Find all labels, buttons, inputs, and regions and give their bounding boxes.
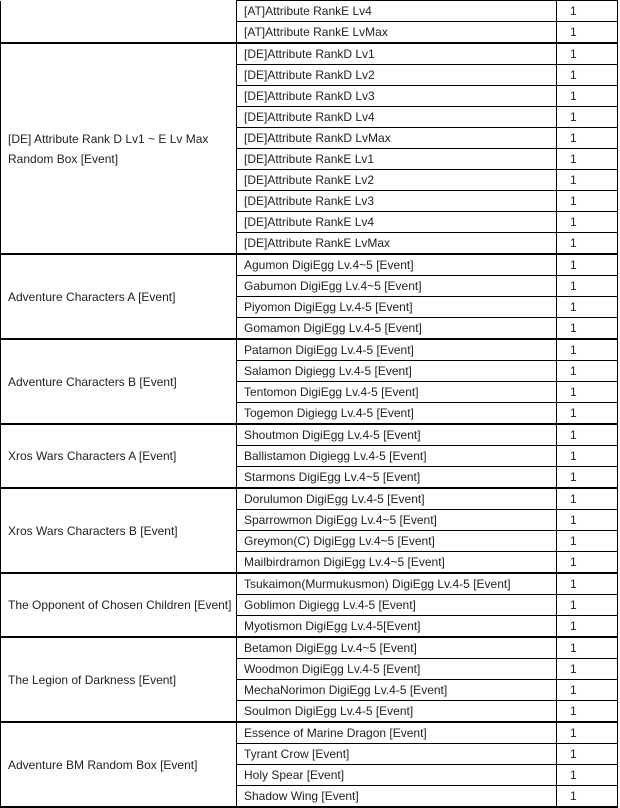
item-name-cell: [DE]Attribute RankE LvMax (237, 233, 557, 255)
item-name-cell: Betamon DigiEgg Lv.4~5 [Event] (237, 637, 557, 659)
item-name-cell: [AT]Attribute RankE LvMax (237, 22, 557, 44)
item-name-cell: Tsukaimon(Murmukusmon) DigiEgg Lv.4-5 [Event] (237, 573, 557, 595)
item-name-cell: Patamon DigiEgg Lv.4-5 [Event] (237, 339, 557, 361)
quantity-cell: 1 (557, 128, 618, 149)
quantity-cell: 1 (557, 616, 618, 638)
quantity-cell: 1 (557, 212, 618, 233)
category-cell: Xros Wars Characters A [Event] (1, 424, 237, 488)
item-name-cell: Tentomon DigiEgg Lv.4-5 [Event] (237, 382, 557, 403)
category-cell: [DE] Attribute Rank D Lv1 ~ E Lv Max Random Box [Event] (1, 43, 237, 254)
table-row (1, 339, 618, 361)
item-name-cell: [DE]Attribute RankD Lv3 (237, 86, 557, 107)
quantity-cell: 1 (557, 680, 618, 701)
quantity-cell: 1 (557, 43, 618, 65)
quantity-cell: 1 (557, 722, 618, 744)
quantity-cell: 1 (557, 65, 618, 86)
item-name-cell: [DE]Attribute RankE Lv3 (237, 191, 557, 212)
item-name-cell: [DE]Attribute RankE Lv4 (237, 212, 557, 233)
quantity-cell: 1 (557, 297, 618, 318)
item-name-cell: Dorulumon DigiEgg Lv.4-5 [Event] (237, 488, 557, 510)
item-name-cell: [DE]Attribute RankD Lv4 (237, 107, 557, 128)
item-name-cell: Shadow Wing [Event] (237, 786, 557, 808)
category-cell (1, 1, 237, 44)
quantity-cell: 1 (557, 382, 618, 403)
item-name-cell: Ballistamon Digiegg Lv.4-5 [Event] (237, 446, 557, 467)
category-cell: The Legion of Darkness [Event] (1, 637, 237, 722)
quantity-cell: 1 (557, 276, 618, 297)
category-cell: Xros Wars Characters B [Event] (1, 488, 237, 573)
table-row (1, 43, 618, 65)
item-name-cell: Gabumon DigiEgg Lv.4~5 [Event] (237, 276, 557, 297)
quantity-cell: 1 (557, 170, 618, 191)
table-row (1, 722, 618, 744)
item-name-cell: Agumon DigiEgg Lv.4~5 [Event] (237, 254, 557, 276)
quantity-cell: 1 (557, 424, 618, 446)
category-cell: Adventure Characters B [Event] (1, 339, 237, 424)
item-name-cell: MechaNorimon DigiEgg Lv.4-5 [Event] (237, 680, 557, 701)
item-name-cell: Sparrowmon DigiEgg Lv.4~5 [Event] (237, 510, 557, 531)
item-name-cell: Woodmon DigiEgg Lv.4-5 [Event] (237, 659, 557, 680)
table-row (1, 488, 618, 510)
quantity-cell: 1 (557, 233, 618, 255)
item-name-cell: [DE]Attribute RankE Lv1 (237, 149, 557, 170)
category-cell: The Opponent of Chosen Children [Event] (1, 573, 237, 637)
item-name-cell: [DE]Attribute RankD Lv1 (237, 43, 557, 65)
quantity-cell: 1 (557, 149, 618, 170)
item-name-cell: [AT]Attribute RankE Lv4 (237, 1, 557, 22)
category-cell: Adventure Characters A [Event] (1, 254, 237, 339)
item-name-cell: Myotismon DigiEgg Lv.4-5[Event] (237, 616, 557, 638)
item-name-cell: Essence of Marine Dragon [Event] (237, 722, 557, 744)
item-name-cell: Togemon Digiegg Lv.4-5 [Event] (237, 403, 557, 425)
quantity-cell: 1 (557, 86, 618, 107)
quantity-cell: 1 (557, 552, 618, 574)
item-name-cell: Piyomon DigiEgg Lv.4-5 [Event] (237, 297, 557, 318)
item-name-cell: Tyrant Crow [Event] (237, 744, 557, 765)
quantity-cell: 1 (557, 254, 618, 276)
quantity-cell: 1 (557, 467, 618, 489)
item-name-cell: [DE]Attribute RankE Lv2 (237, 170, 557, 191)
quantity-cell: 1 (557, 744, 618, 765)
quantity-cell: 1 (557, 637, 618, 659)
quantity-cell: 1 (557, 446, 618, 467)
quantity-cell: 1 (557, 339, 618, 361)
item-name-cell: Holy Spear [Event] (237, 765, 557, 786)
item-name-cell: Soulmon DigiEgg Lv.4-5 [Event] (237, 701, 557, 723)
quantity-cell: 1 (557, 659, 618, 680)
table-row (1, 254, 618, 276)
quantity-cell: 1 (557, 318, 618, 340)
quantity-cell: 1 (557, 403, 618, 425)
category-cell: Adventure BM Random Box [Event] (1, 722, 237, 807)
quantity-cell: 1 (557, 191, 618, 212)
quantity-cell: 1 (557, 488, 618, 510)
quantity-cell: 1 (557, 786, 618, 808)
table-row (1, 573, 618, 595)
item-name-cell: Goblimon Digiegg Lv.4-5 [Event] (237, 595, 557, 616)
item-name-cell: Gomamon DigiEgg Lv.4-5 [Event] (237, 318, 557, 340)
quantity-cell: 1 (557, 510, 618, 531)
quantity-cell: 1 (557, 701, 618, 723)
item-name-cell: Shoutmon DigiEgg Lv.4-5 [Event] (237, 424, 557, 446)
quantity-cell: 1 (557, 531, 618, 552)
item-name-cell: Starmons DigiEgg Lv.4~5 [Event] (237, 467, 557, 489)
quantity-cell: 1 (557, 1, 618, 22)
quantity-cell: 1 (557, 107, 618, 128)
item-name-cell: Mailbirdramon DigiEgg Lv.4~5 [Event] (237, 552, 557, 574)
quantity-cell: 1 (557, 765, 618, 786)
item-name-cell: [DE]Attribute RankD LvMax (237, 128, 557, 149)
quantity-cell: 1 (557, 595, 618, 616)
table-row (1, 424, 618, 446)
table-row (1, 1, 618, 22)
item-name-cell: Greymon(C) DigiEgg Lv.4~5 [Event] (237, 531, 557, 552)
quantity-cell: 1 (557, 573, 618, 595)
reward-table-body (1, 1, 618, 808)
quantity-cell: 1 (557, 361, 618, 382)
quantity-cell: 1 (557, 22, 618, 44)
item-name-cell: Salamon Digiegg Lv.4-5 [Event] (237, 361, 557, 382)
table-row (1, 637, 618, 659)
item-name-cell: [DE]Attribute RankD Lv2 (237, 65, 557, 86)
